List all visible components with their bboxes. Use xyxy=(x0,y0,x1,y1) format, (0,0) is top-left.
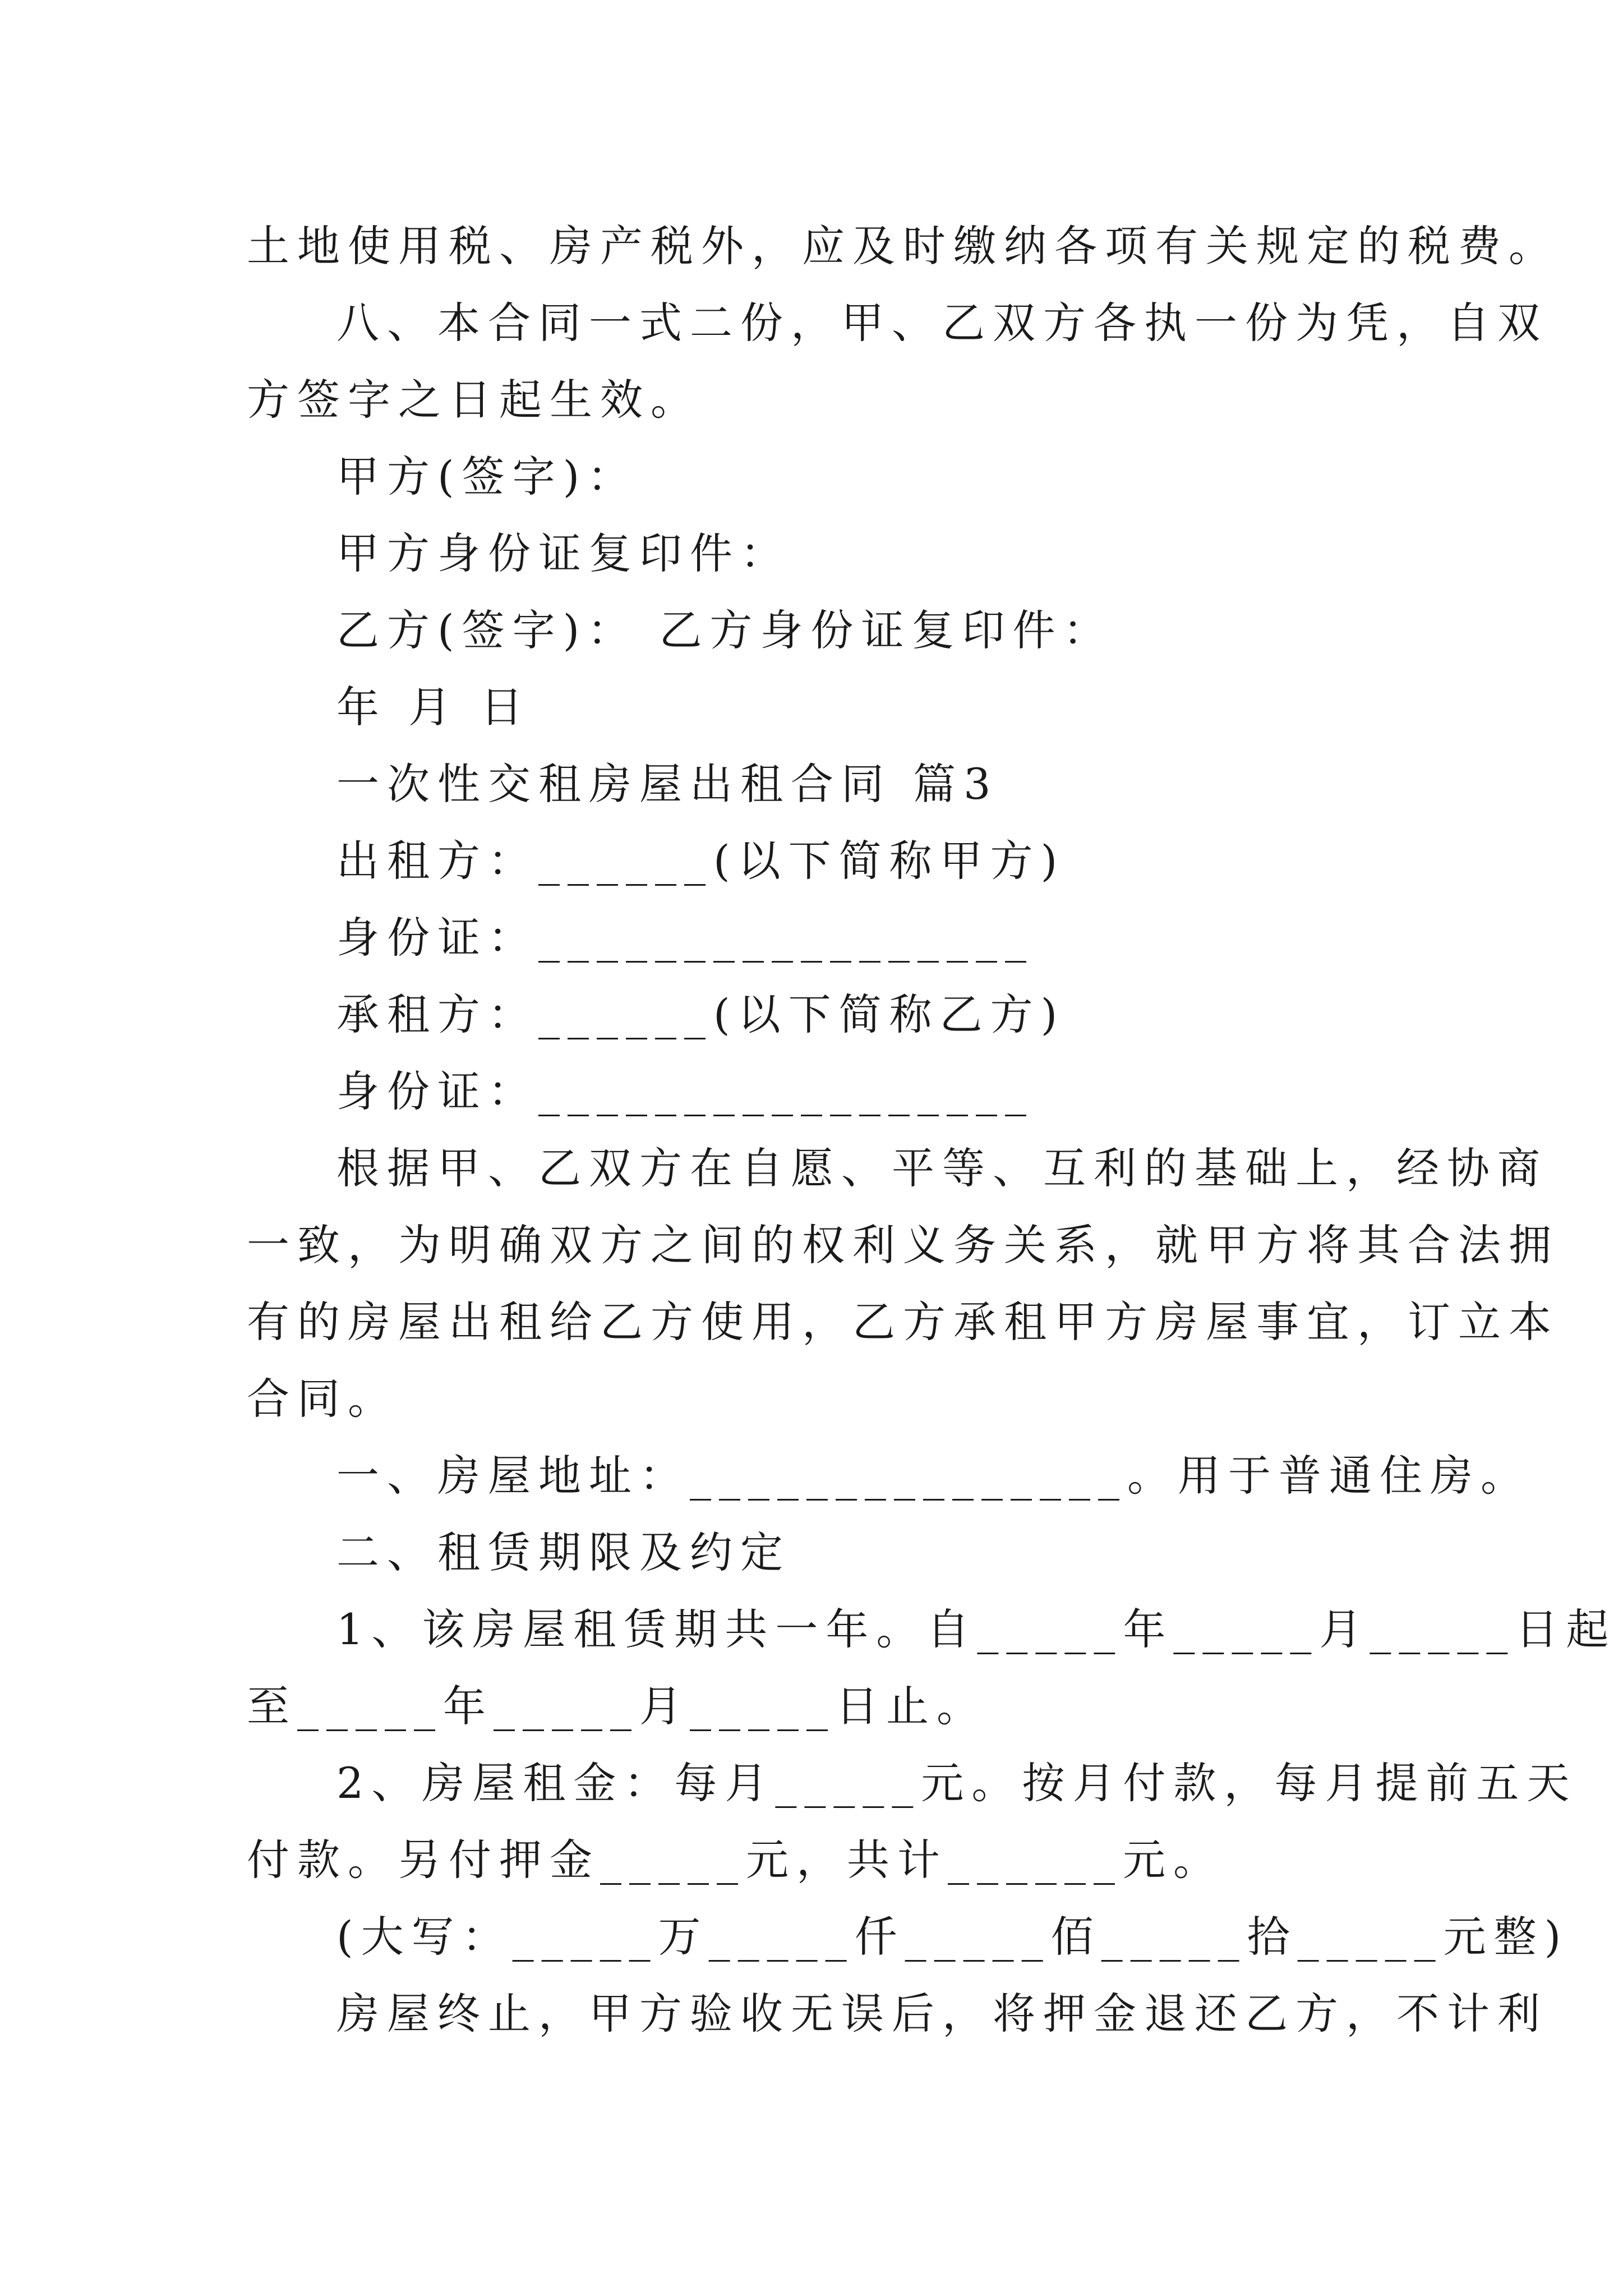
lessee-line: 承租方：______(以下简称乙方) xyxy=(336,990,1066,1039)
section-title: 一次性交租房屋出租合同 篇3 xyxy=(336,759,999,809)
date-line: 年 月 日 xyxy=(336,682,531,732)
clause-2-title: 二、租赁期限及约定 xyxy=(336,1527,791,1577)
preamble-line-4: 合同。 xyxy=(247,1374,398,1424)
clause-2-2-line-1: 2、房屋租金：每月_____元。按月付款，每月提前五天 xyxy=(336,1758,1578,1808)
clause-2-1-line-2: 至_____年_____月_____日止。 xyxy=(247,1681,987,1731)
lessee-id-line: 身份证：_________________ xyxy=(336,1066,1034,1116)
clause-2-1-line-1: 1、该房屋租赁期共一年。自_____年_____月_____日起 xyxy=(336,1604,1617,1654)
party-a-signature-line: 甲方(签字)： xyxy=(336,452,638,501)
document-body xyxy=(247,208,1617,2052)
lessor-id-line: 身份证：_________________ xyxy=(336,913,1034,963)
preamble-line-2: 一致，为明确双方之间的权利义务关系，就甲方将其合法拥 xyxy=(247,1220,1559,1270)
clause-1-address: 一、房屋地址：_______________。用于普通住房。 xyxy=(336,1451,1531,1501)
clause-2-2-line-2: 付款。另付押金_____元，共计______元。 xyxy=(247,1835,1224,1885)
deposit-refund-line: 房屋终止，甲方验收无误后，将押金退还乙方，不计利 xyxy=(336,1989,1548,2039)
preamble-line-1: 根据甲、乙双方在自愿、平等、互利的基础上，经协商 xyxy=(336,1143,1548,1193)
party-b-signature-line: 乙方(签字)： 乙方身份证复印件： xyxy=(336,605,1114,655)
text-line-1: 土地使用税、房产税外，应及时缴纳各项有关规定的税费。 xyxy=(247,221,1559,271)
text-line-3: 方签字之日起生效。 xyxy=(247,375,701,425)
amount-in-words-line: (大写：_____万_____仟_____佰_____拾_____元整) xyxy=(336,1912,1569,1962)
lessor-line: 出租方：______(以下简称甲方) xyxy=(336,836,1066,886)
text-line-2: 八、本合同一式二份，甲、乙双方各执一份为凭，自双 xyxy=(336,298,1548,348)
preamble-line-3: 有的房屋出租给乙方使用，乙方承租甲方房屋事宜，订立本 xyxy=(247,1297,1559,1347)
party-a-id-copy-line: 甲方身份证复印件： xyxy=(336,528,791,578)
